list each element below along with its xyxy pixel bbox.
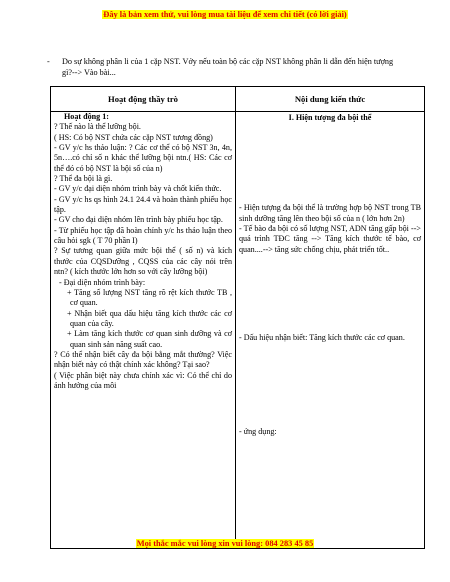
content-cell — [236, 112, 425, 549]
content-definition: - Hiện tượng đa bội thể là trường hợp bộ NST trong TB sinh dưỡng tăng lên theo bội số của n ( lớn hơn 2n) — [239, 203, 421, 223]
activity-line: ( Việc phân biệt này chưa chính xác vì: Có thể chỉ do ảnh hưởng của môi — [54, 370, 232, 390]
activity-line: ( HS: Có bộ NST chứa các cặp NST tương đồng) — [54, 132, 213, 142]
contact-footer — [0, 539, 450, 548]
activities-cell — [51, 112, 236, 549]
activity-line: - Đại diện nhóm trình bày: — [59, 277, 146, 287]
activity-bullet: + Tăng số lượng NST tăng rõ rệt kích thước TB , cơ quan. — [67, 287, 232, 308]
preview-banner — [0, 10, 450, 19]
activity-bullet: + Nhận biết qua dấu hiệu tăng kích thước các cơ quan của cây. — [67, 308, 232, 328]
activity-line: ? Thế nào là thể lưỡng bội. — [54, 122, 141, 132]
preview-banner-text: Đây là bản xem thử, vui lòng mua tài liệu để xem chi tiết (có lời giải) — [103, 10, 347, 19]
activity-line: - GV y/c đại diện nhóm trình bày và chốt kiến thức. — [54, 184, 222, 194]
contact-footer-text: Mọi thắc mắc vui lòng xin vui lòng: 084 283 45 85 — [136, 539, 314, 548]
header-activities: Hoạt động thầy trò — [51, 87, 236, 112]
content-application: - ứng dụng: — [239, 427, 277, 437]
activity-bullet: + Làm tăng kích thước cơ quan sinh dưỡng và cơ quan sinh sản năng suất cao. — [67, 329, 232, 349]
activity-title: Hoạt động 1: — [64, 112, 109, 121]
intro-text: Do sự không phân li của 1 cặp NST. Vởy nếu toàn bộ các cặp NST không phân li dẫn đến hiện tượng gì?--> Vào bài... — [62, 57, 394, 77]
activity-line: ? Thể đa bội là gì. — [54, 174, 113, 184]
activity-line: ? Sự tương quan giữa mức bội thể ( số n) và kích thước của CQSDưỡng , CQSS của các cây nói trên ntn? ( kích thước lớn hơn so với cây lưỡng bội) — [54, 246, 232, 277]
table-header-row — [51, 87, 425, 112]
content-features: - Tế bào đa bội có số lượng NST, ADN tăng gấp bội --> quá trình TĐC tăng --> Tăng kích thước tế bào, cơ quan....--> tăng sức chống chịu, phát triển tốt.. — [239, 224, 421, 254]
activity-line: - GV y/c hs thảo luận: ? Các cơ thể có bộ NST 3n, 4n, 5n….có chỉ số n khác thể lưỡng bội ntn.( HS: Các cơ thể đó có bộ NST là bội số của n) — [54, 143, 232, 173]
table-row — [51, 112, 425, 549]
lesson-table — [50, 86, 425, 549]
activity-line: - GV cho đại diện nhóm lên trình bày phiếu học tập. — [54, 215, 223, 225]
intro-dash: - — [47, 57, 50, 66]
content-recognition: - Dấu hiệu nhận biết: Tăng kích thước các cơ quan. — [239, 333, 405, 343]
activity-line: - Từ phiếu học tập đã hoàn chỉnh y/c hs thảo luận theo câu hỏi sgk ( T 70 phần I) — [54, 225, 232, 246]
intro-paragraph — [47, 56, 400, 78]
activity-line: - GV y/c hs qs hình 24.1 24.4 và hoàn thành phiếu học tập. — [54, 194, 232, 215]
content-title: I. Hiện tượng đa bội thể — [288, 113, 372, 122]
activity-line: ? Có thể nhận biết cây đa bội bằng mắt thường? Việc nhận biết này có thật chính xác không? Tại sao? — [54, 349, 232, 370]
header-content: Nội dung kiến thức — [236, 87, 425, 112]
